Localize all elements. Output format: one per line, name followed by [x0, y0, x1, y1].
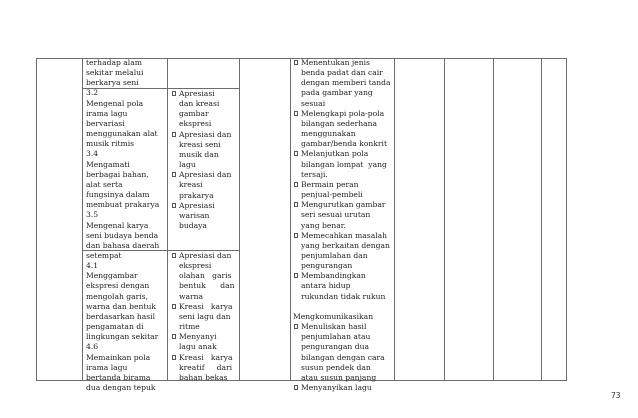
activity-line: penjumlahan atau: [301, 332, 371, 342]
competency-line: mengolah garis,: [86, 291, 149, 301]
activity-line: pengurangan: [301, 261, 353, 271]
activity-line: tersaji.: [301, 169, 328, 179]
activity-line: sesuai: [301, 98, 326, 108]
material-bullet-item: Kreasi karya: [171, 302, 238, 312]
competency-line: musik ritmis: [86, 139, 135, 149]
col-line-5: [394, 58, 395, 381]
material-line: lagu anak: [179, 342, 217, 352]
material-line: budaya: [179, 221, 207, 231]
competency-line: menggunakan alat: [86, 129, 158, 139]
activity-line: pada gambar yang: [301, 88, 373, 98]
activity-line: rukundan tidak rukun: [301, 291, 386, 301]
material-line: gambar: [179, 109, 209, 119]
activity-bullet-item: Memecahkan masalah: [293, 231, 393, 241]
material-line: ritme: [179, 322, 200, 332]
activity-line: gambar/benda konkrit: [301, 139, 387, 149]
activity-bullet-item: Menentukan jenis: [293, 58, 393, 68]
activity-bullet-item: Menyanyikan lagu: [293, 383, 393, 393]
competency-line: bertanda birama: [86, 372, 151, 382]
activity-heading: [293, 302, 393, 312]
competency-line: pengamatan di: [86, 322, 144, 332]
material-line: kreasi seni: [179, 139, 221, 149]
activity-cell: [293, 58, 393, 393]
col-line-3: [239, 58, 240, 381]
competency-line: fungsinya dalam: [86, 190, 150, 200]
competency-line: dua dengan tepuk: [86, 383, 156, 392]
activity-line: bilangan dengan cara: [301, 352, 385, 362]
material-line: musik dan: [179, 149, 219, 159]
competency-line: berdasarkan hasil: [86, 311, 156, 321]
material-bullet-item: Apresiasi dan: [171, 170, 238, 180]
activity-line: susun pendek dan: [301, 362, 371, 372]
competency-line: setempat: [86, 250, 122, 260]
competency-line: Mengenal pola: [86, 98, 144, 108]
activity-heading: Mengkomunikasikan: [293, 311, 374, 321]
activity-line: yang benar.: [301, 220, 346, 230]
material-line: ekspresi: [179, 261, 212, 271]
activity-line: atau susun panjang: [301, 372, 377, 382]
activity-line: seri sesuai urutan: [301, 210, 371, 220]
competency-line: ekspresi dengan: [86, 281, 150, 291]
activity-line: dengan memberi tanda: [301, 78, 391, 88]
activity-bullet-item: Mengurutkan gambar: [293, 200, 393, 210]
material-line: warna: [179, 291, 204, 301]
activity-bullet-item: Melengkapi pola-pola: [293, 109, 393, 119]
col-line-7: [493, 58, 494, 381]
material-line: lagu: [179, 160, 196, 170]
activity-bullet-item: Melanjutkan pola: [293, 149, 393, 159]
material-bullet-item: Menyanyi: [171, 332, 238, 342]
activity-bullet-item: Menuliskan hasil: [293, 322, 393, 332]
col-line-6: [444, 58, 445, 381]
material-line: seni lagu dan: [179, 311, 231, 321]
competency-cell: [86, 58, 166, 393]
material-bullet-item: Apresiasi: [171, 201, 238, 211]
activity-line: benda padat dan cair: [301, 68, 383, 78]
material-line: ekspresi: [179, 119, 212, 129]
material-line: bentuk dan: [179, 281, 235, 291]
competency-line: 4.1: [86, 261, 99, 271]
activity-line: pengurangan dua: [301, 342, 370, 352]
competency-line: sekitar melalui: [86, 68, 144, 78]
col-line-4: [290, 58, 291, 381]
material-cell-1: [171, 89, 238, 231]
competency-line: berbagai bahan,: [86, 169, 149, 179]
competency-line: Memainkan pola: [86, 352, 151, 362]
col-line-9: [566, 58, 567, 381]
competency-line: terhadap alam: [86, 58, 142, 67]
material-line: bahan bekas: [179, 372, 228, 382]
material-cell-2: [171, 251, 238, 383]
competency-line: membuat prakarya: [86, 200, 160, 210]
competency-line: 4.6: [86, 342, 99, 352]
competency-line: lingkungan sekitar: [86, 332, 159, 342]
col-line-8: [541, 58, 542, 381]
material-line: olahan garis: [179, 271, 232, 281]
competency-line: 3.2: [86, 88, 99, 98]
activity-line: bilangan sederhana: [301, 118, 378, 128]
activity-line: menggunakan: [301, 129, 356, 139]
competency-line: dan bahasa daerah: [86, 240, 160, 250]
material-line: prakarya: [179, 190, 214, 200]
competency-line: bervariasi: [86, 118, 125, 128]
col-line-1: [82, 58, 83, 381]
col-line-2: [167, 58, 168, 381]
competency-line: 3.5: [86, 210, 99, 220]
competency-line: seni budaya benda: [86, 230, 159, 240]
material-line: warisan: [179, 210, 210, 220]
activity-line: penjumlahan dan: [301, 250, 368, 260]
activity-line: yang berkaitan dengan: [301, 240, 390, 250]
competency-line: 3.4: [86, 149, 99, 159]
activity-line: penjual-pembeli: [301, 190, 363, 200]
col-line-0: [36, 58, 37, 381]
page-number: 73: [611, 391, 621, 400]
material-line: kreasi: [179, 180, 203, 190]
activity-bullet-item: Membandingkan: [293, 271, 393, 281]
activity-line: bilangan lompat yang: [301, 159, 387, 169]
material-bullet-item: Apresiasi dan: [171, 251, 238, 261]
material-line: kreatif dari: [179, 362, 233, 372]
material-bullet-item: Apresiasi dan: [171, 130, 238, 140]
competency-line: berkarya seni: [86, 78, 139, 88]
competency-line: irama lagu: [86, 108, 128, 118]
material-line: dan kreasi: [179, 99, 220, 109]
competency-line: Mengenal karya: [86, 220, 149, 230]
activity-line: antara hidup: [301, 281, 351, 291]
activity-bullet-item: Bermain peran: [293, 180, 393, 190]
material-bullet-item: Apresiasi: [171, 89, 238, 99]
competency-line: Mengamati: [86, 159, 130, 169]
competency-line: alat serta: [86, 179, 123, 189]
competency-line: warna dan bentuk: [86, 301, 156, 311]
material-bullet-item: Kreasi karya: [171, 353, 238, 363]
competency-line: Menggambar: [86, 271, 138, 281]
competency-line: irama lagu: [86, 362, 128, 372]
